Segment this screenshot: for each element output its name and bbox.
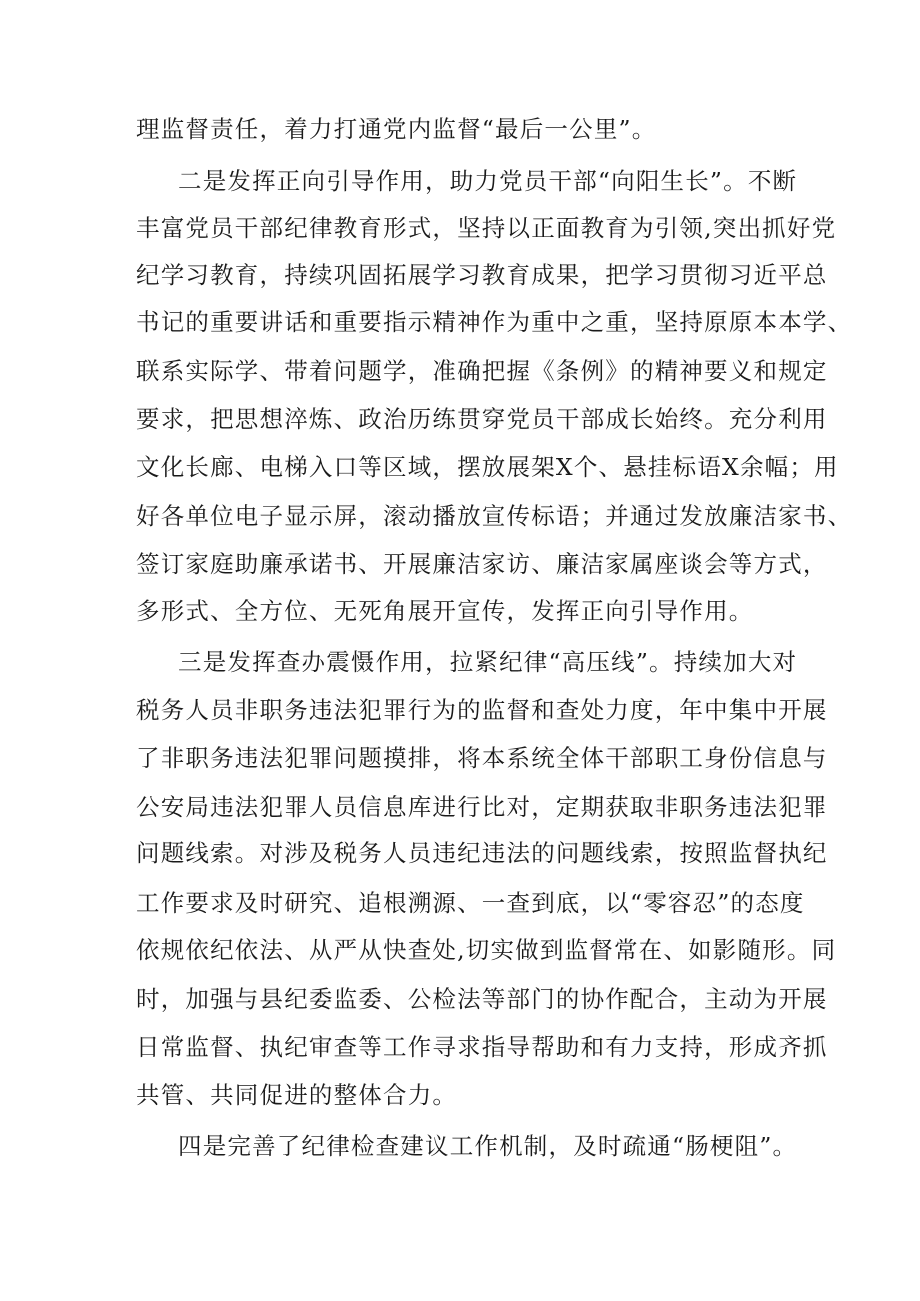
text-line: 日常监督、执纪审查等工作寻求指导帮助和有力支持，形成齐抓 xyxy=(136,1033,828,1061)
text-line: 依规依纪依法、从严从快查处,切实做到监督常在、如影随形。同 xyxy=(136,936,837,964)
text-line: 时，加强与县纪委监委、公检法等部门的协作配合，主动为开展 xyxy=(136,985,828,1013)
text-line: 问题线索。对涉及税务人员违纪违法的问题线索，按照监督执纪 xyxy=(136,839,828,867)
paragraph-heading-line: 二是发挥正向引导作用，助力党员干部“向阳生长”。不断 xyxy=(178,167,798,195)
text-line: 好各单位电子显示屏，滚动播放宣传标语；并通过发放廉洁家书、 xyxy=(136,502,853,530)
text-line: 工作要求及时研究、追根溯源、一查到底，以“零容忍”的态度 xyxy=(136,889,805,917)
text-line: 书记的重要讲话和重要指示精神作为重中之重，坚持原原本本学、 xyxy=(136,308,853,336)
text-line: 要求，把思想淬炼、政治历练贯穿党员干部成长始终。充分利用 xyxy=(136,405,828,433)
text-line: 公安局违法犯罪人员信息库进行比对，定期获取非职务违法犯罪 xyxy=(136,793,828,821)
text-line: 签订家庭助廉承诺书、开展廉洁家访、廉洁家属座谈会等方式， xyxy=(136,550,828,578)
text-line: 联系实际学、带着问题学，准确把握《条例》的精神要义和规定 xyxy=(136,357,828,385)
text-line: 共管、共同促进的整体合力。 xyxy=(136,1081,458,1109)
text-line: 文化长廊、电梯入口等区域，摆放展架X个、悬挂标语X余幅；用 xyxy=(136,453,839,481)
text-line: 税务人员非职务违法犯罪行为的监督和查处力度，年中集中开展 xyxy=(136,696,828,724)
text-line: 纪学习教育，持续巩固拓展学习教育成果，把学习贯彻习近平总 xyxy=(136,261,828,289)
paragraph-heading-line: 三是发挥查办震慑作用，拉紧纪律“高压线”。持续加大对 xyxy=(178,648,798,676)
text-line: 理监督责任，着力打通党内监督“最后一公里”。 xyxy=(136,115,657,143)
text-line: 了非职务违法犯罪问题摸排，将本系统全体干部职工身份信息与 xyxy=(136,744,828,772)
text-line: 丰富党员干部纪律教育形式，坚持以正面教育为引领,突出抓好党 xyxy=(136,214,837,242)
text-line: 多形式、全方位、无死角展开宣传，发挥正向引导作用。 xyxy=(136,597,754,625)
paragraph-heading-line: 四是完善了纪律检查建议工作机制，及时疏通“肠梗阻”。 xyxy=(178,1132,798,1160)
